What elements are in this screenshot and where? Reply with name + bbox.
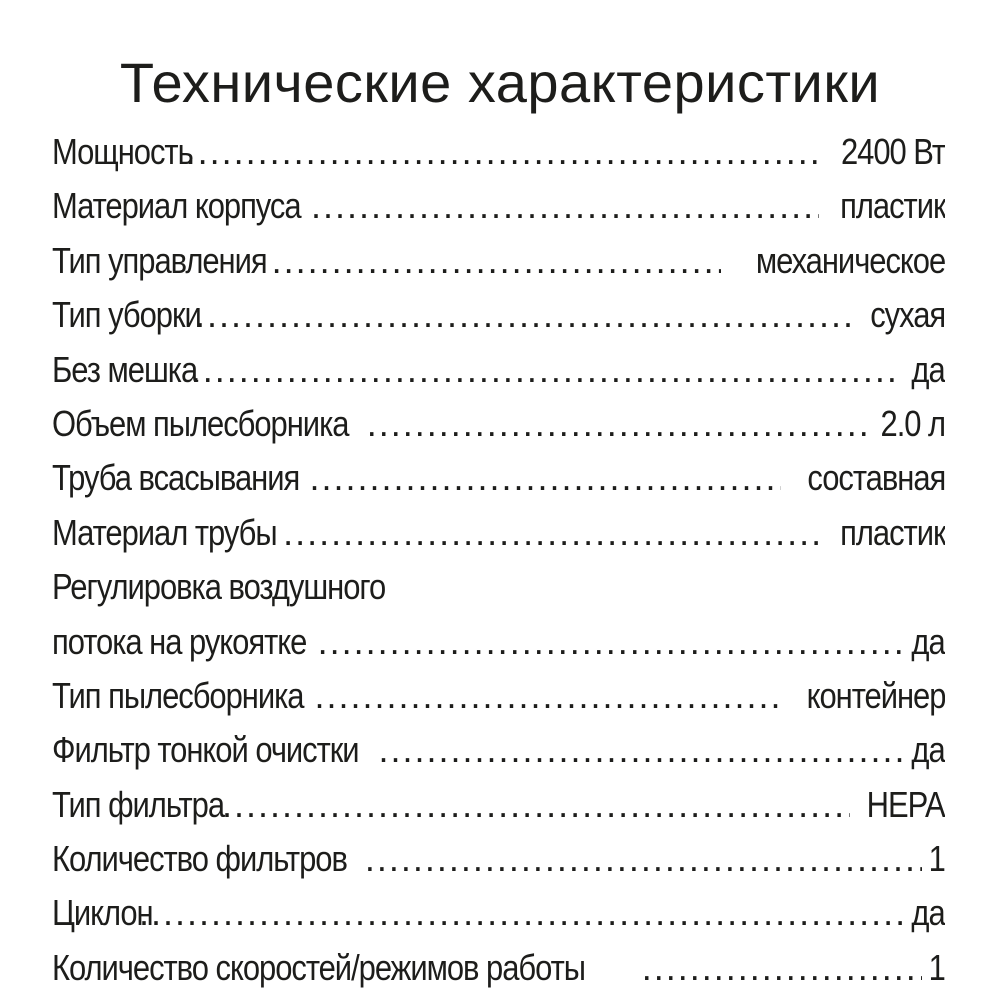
spec-value: 2400 Вт (840, 131, 945, 172)
spec-value: да (911, 348, 945, 390)
spec-row-cleaning-type (52, 288, 945, 342)
spec-label: Тип уборки (52, 294, 201, 336)
spec-row-airflow-control-line1 (52, 560, 945, 614)
spec-row-fine-filter (52, 723, 945, 777)
spec-label: Материал корпуса (52, 185, 301, 227)
dot-leader (272, 234, 721, 288)
dot-leader (367, 397, 866, 451)
spec-row-bagless (52, 343, 945, 397)
spec-row-airflow-control (52, 615, 945, 669)
spec-label: Тип фильтра (52, 783, 225, 825)
spec-row-suction-tube (52, 451, 945, 505)
spec-value: составная (807, 457, 945, 499)
dot-leader (139, 886, 902, 940)
spec-row-cyclone (52, 886, 945, 940)
dot-leader (314, 669, 779, 723)
spec-value: контейнер (806, 674, 945, 716)
spec-label: Труба всасывания (52, 457, 300, 499)
spec-value: пластик (839, 185, 945, 227)
dot-leader (186, 125, 820, 179)
spec-label: Без мешка (52, 348, 198, 390)
spec-row-control-type (52, 234, 945, 288)
spec-value: пластик (839, 511, 945, 553)
spec-label: Объем пылесборника (52, 402, 349, 444)
spec-label: Регулировка воздушного (52, 566, 386, 608)
spec-row-dust-volume (52, 397, 945, 451)
dot-leader (318, 615, 903, 669)
spec-value: 1 (928, 838, 945, 880)
spec-value: механическое (755, 239, 945, 281)
spec-value: сухая (870, 294, 945, 336)
dot-leader (378, 723, 902, 777)
spec-row-tube-material (52, 506, 945, 560)
dot-leader (309, 451, 780, 505)
dot-leader (365, 832, 922, 886)
dot-leader (283, 506, 818, 560)
spec-value: да (911, 892, 945, 934)
dot-leader (195, 288, 854, 342)
spec-label: Тип управления (52, 239, 267, 281)
spec-label: Количество фильтров (52, 838, 347, 880)
spec-value: да (911, 729, 945, 771)
spec-label: Количество скоростей/режимов работы (52, 946, 585, 988)
spec-value: 1 (928, 946, 945, 988)
spec-label: Тип пылесборника (52, 674, 304, 716)
spec-label: Фильтр тонкой очистки (52, 729, 359, 771)
spec-value: HEPA (867, 783, 945, 825)
dot-leader (191, 343, 903, 397)
dot-leader (642, 941, 922, 995)
spec-value: да (911, 620, 945, 662)
spec-row-filter-type (52, 778, 945, 832)
spec-label: Циклон (52, 892, 153, 934)
dot-leader (311, 179, 819, 233)
spec-row-speed-count (52, 941, 945, 995)
spec-label: Мощность (52, 131, 193, 172)
page-title: Технические характеристики (119, 51, 881, 114)
spec-label: Материал трубы (52, 511, 277, 553)
spec-row-power (52, 125, 945, 179)
spec-row-body-material (52, 179, 945, 233)
dot-leader (222, 778, 850, 832)
spec-row-filter-count (52, 832, 945, 886)
spec-value: 2.0 л (880, 402, 945, 444)
spec-list (52, 125, 945, 995)
spec-label: потока на рукоятке (52, 620, 307, 662)
spec-row-dust-container-type (52, 669, 945, 723)
